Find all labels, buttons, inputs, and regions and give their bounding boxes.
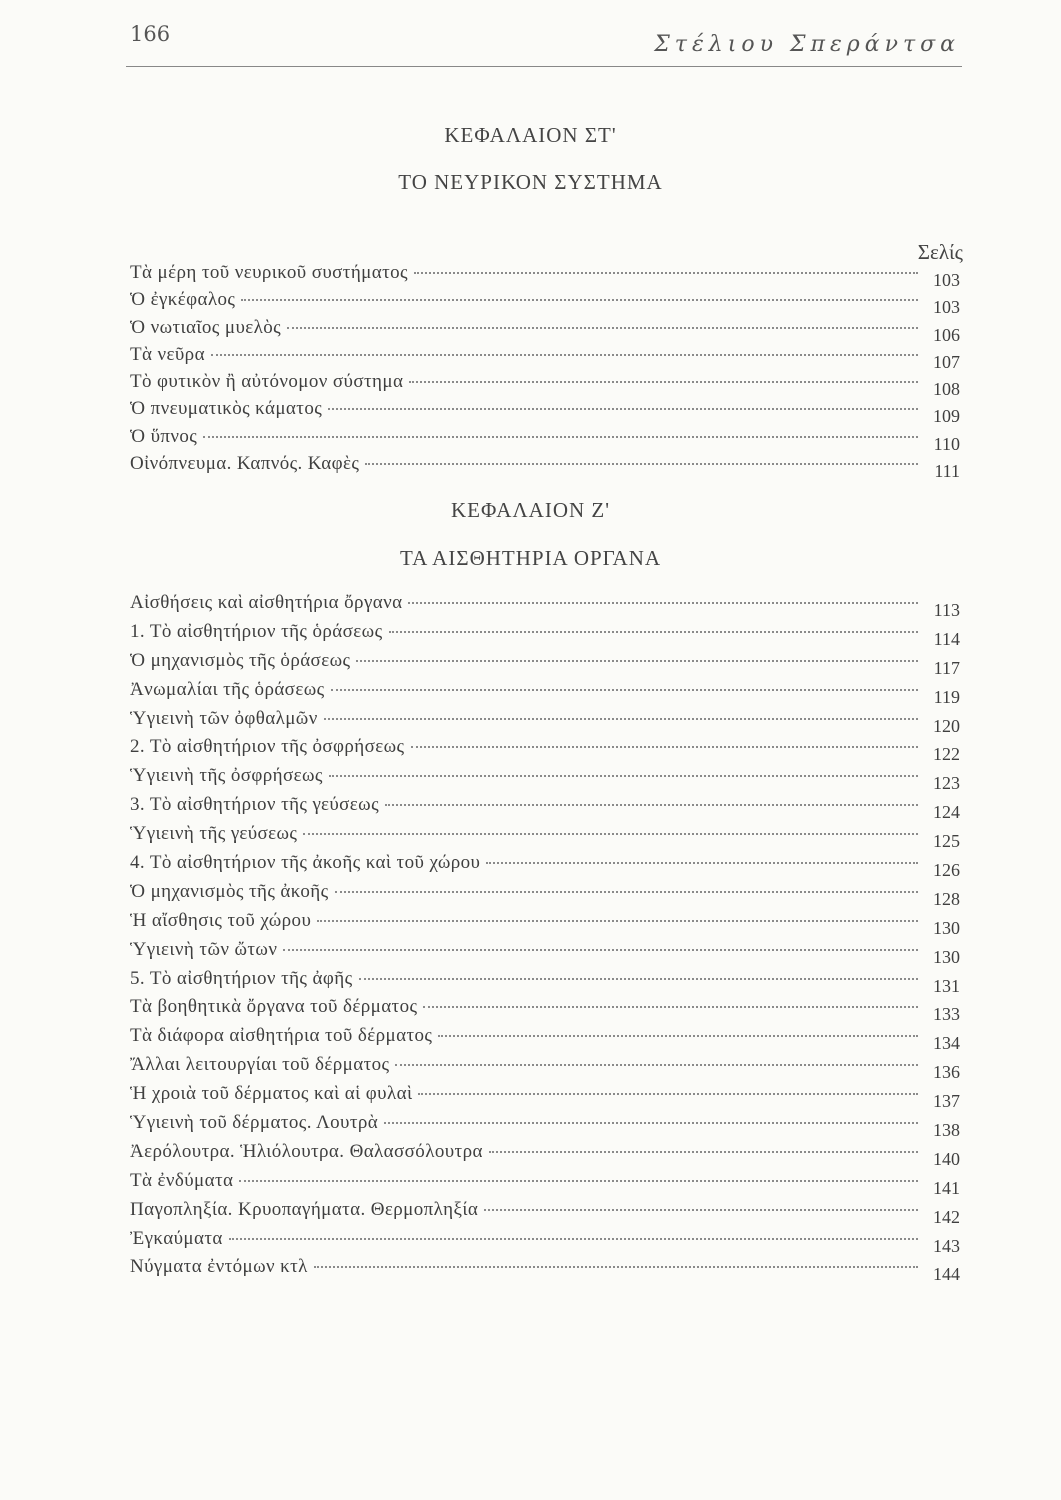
toc-entry-title: Ὑγιεινὴ τῆς ὀσφρήσεως — [130, 765, 323, 787]
dot-leader — [484, 1209, 918, 1211]
toc-entry-title: 2. Τὸ αἰσθητήριον τῆς ὀσφρήσεως — [130, 736, 405, 758]
dot-leader — [365, 463, 918, 465]
toc-entry-page: 103 — [933, 297, 960, 318]
page-number: 166 — [130, 22, 171, 46]
toc-entry — [130, 765, 960, 794]
toc-entry-page: 117 — [933, 657, 960, 678]
toc-entry-page: 109 — [933, 406, 960, 427]
dot-leader — [283, 949, 918, 951]
toc-entry-page: 107 — [933, 351, 960, 372]
toc-entry — [130, 1025, 960, 1054]
dot-leader — [395, 1064, 918, 1066]
toc-entry — [130, 852, 960, 881]
toc-entry — [130, 823, 960, 852]
toc-entry — [130, 679, 960, 708]
toc-entry-title: 1. Τὸ αἰσθητήριον τῆς ὁράσεως — [130, 620, 383, 642]
toc-entry-page: 114 — [933, 628, 960, 649]
toc-entry-title: Ἀερόλουτρα. Ἡλιόλουτρα. Θαλασσόλουτρα — [130, 1140, 483, 1162]
chapter-6-toc — [130, 262, 960, 480]
dot-leader — [303, 833, 918, 835]
toc-entry-title: Αἰσθήσεις καὶ αἰσθητήρια ὄργανα — [130, 592, 403, 613]
dot-leader — [287, 327, 918, 329]
toc-entry-title: Ὁ ἐγκέφαλος — [130, 289, 236, 311]
toc-entry — [130, 453, 960, 480]
toc-entry-page: 140 — [933, 1148, 960, 1169]
toc-entry — [130, 881, 960, 910]
dot-leader — [418, 1093, 918, 1095]
dot-leader — [211, 354, 918, 356]
toc-entry — [130, 1112, 960, 1141]
toc-entry-page: 108 — [933, 379, 960, 400]
toc-entry-page: 133 — [933, 1004, 960, 1025]
toc-entry-page: 113 — [933, 600, 960, 620]
toc-entry-page: 126 — [933, 860, 960, 881]
toc-entry — [130, 1256, 960, 1285]
toc-entry-page: 124 — [933, 802, 960, 823]
toc-entry-title: Τὰ νεῦρα — [130, 343, 205, 365]
toc-entry-page: 103 — [933, 270, 960, 290]
toc-entry-title: Ὑγιεινὴ τοῦ δέρματος. Λουτρὰ — [130, 1112, 379, 1134]
dot-leader — [241, 299, 918, 301]
toc-entry — [130, 1170, 960, 1199]
toc-entry-title: Νύγματα ἐντόμων κτλ — [130, 1256, 308, 1278]
dot-leader — [411, 746, 919, 748]
toc-entry-page: 130 — [933, 917, 960, 938]
toc-entry-page: 111 — [934, 461, 960, 482]
toc-entry-title: 3. Τὸ αἰσθητήριον τῆς γεύσεως — [130, 794, 380, 816]
dot-leader — [489, 1151, 918, 1153]
toc-entry — [130, 650, 960, 679]
toc-entry — [130, 736, 960, 765]
chapter-7-label: ΚΕΦΑΛΑΙΟΝ Ζ' — [450, 498, 611, 522]
toc-entry — [130, 344, 960, 371]
dot-leader — [329, 775, 918, 777]
toc-entry — [130, 371, 960, 398]
dot-leader — [359, 978, 919, 980]
chapter-6-title: ΤΟ ΝΕΥΡΙΚΟΝ ΣΥΣΤΗΜΑ — [398, 170, 663, 194]
page-header — [130, 22, 960, 62]
dot-leader — [324, 718, 918, 720]
dot-leader — [385, 804, 918, 806]
toc-entry-page: 110 — [933, 433, 960, 454]
toc-entry-title: Ἄλλαι λειτουργίαι τοῦ δέρματος — [130, 1054, 390, 1076]
toc-entry — [130, 996, 960, 1025]
toc-entry-title: 4. Τὸ αἰσθητήριον τῆς ἀκοῆς καὶ τοῦ χώρου — [130, 852, 481, 874]
toc-entry-page: 128 — [933, 888, 960, 909]
toc-entry-title: Ἡ αἴσθησις τοῦ χώρου — [130, 909, 312, 931]
toc-entry — [130, 398, 960, 425]
toc-entry — [130, 317, 960, 344]
toc-entry-title: Ἡ χροιὰ τοῦ δέρματος καὶ αἱ φυλαὶ — [130, 1083, 413, 1105]
toc-entry — [130, 1141, 960, 1170]
toc-entry-title: Τὸ φυτικὸν ἢ αὐτόνομον σύστημα — [130, 371, 404, 393]
dot-leader — [314, 1266, 918, 1268]
dot-leader — [414, 272, 918, 274]
dot-leader — [384, 1122, 918, 1124]
toc-entry — [130, 794, 960, 823]
toc-entry-page: 130 — [933, 946, 960, 967]
dot-leader — [203, 436, 918, 438]
toc-entry — [130, 621, 960, 650]
toc-entry-title: Ὁ μηχανισμὸς τῆς ἀκοῆς — [130, 880, 329, 902]
toc-entry — [130, 1199, 960, 1228]
toc-entry-page: 141 — [933, 1177, 960, 1198]
toc-entry-page: 142 — [933, 1206, 960, 1227]
toc-entry — [130, 939, 960, 968]
dot-leader — [356, 660, 918, 662]
toc-entry-page: 131 — [933, 975, 960, 996]
dot-leader — [408, 602, 918, 604]
toc-entry-page: 106 — [933, 324, 960, 345]
dot-leader — [423, 1006, 918, 1008]
toc-entry-page: 119 — [933, 686, 960, 707]
pages-column-label: Σελίς — [917, 240, 963, 264]
chapter-6-label: ΚΕΦΑΛΑΙΟΝ ΣΤ' — [444, 123, 617, 147]
toc-entry — [130, 708, 960, 737]
toc-entry-title: Οἰνόπνευμα. Καπνός. Καφὲς — [130, 453, 360, 475]
toc-entry — [130, 262, 960, 289]
toc-entry-page: 123 — [933, 773, 960, 794]
toc-entry-title: Ὁ μηχανισμὸς τῆς ὁράσεως — [130, 649, 351, 671]
toc-entry-title: Ἀνωμαλίαι τῆς ὁράσεως — [130, 678, 325, 700]
toc-entry-page: 122 — [933, 744, 960, 765]
toc-entry — [130, 426, 960, 453]
dot-leader — [328, 408, 918, 410]
toc-entry-page: 144 — [933, 1264, 960, 1285]
toc-entry-page: 134 — [933, 1033, 960, 1054]
dot-leader — [486, 862, 918, 864]
toc-entry-page: 125 — [933, 831, 960, 852]
toc-entry — [130, 1228, 960, 1257]
toc-entry-title: Ὑγιεινὴ τῶν ὀφθαλμῶν — [130, 707, 318, 729]
dot-leader — [331, 689, 918, 691]
toc-entry-title: 5. Τὸ αἰσθητήριον τῆς ἀφῆς — [130, 967, 353, 989]
toc-entry — [130, 1083, 960, 1112]
toc-entry-page: 143 — [933, 1235, 960, 1256]
toc-entry-page: 136 — [933, 1062, 960, 1083]
toc-entry-title: Τὰ διάφορα αἰσθητήρια τοῦ δέρματος — [130, 1025, 433, 1047]
dot-leader — [335, 891, 919, 893]
toc-entry-title: Τὰ μέρη τοῦ νευρικοῦ συστήματος — [130, 262, 408, 283]
chapter-7-toc — [130, 592, 960, 1285]
toc-entry-title: Ὑγιεινὴ τῶν ὤτων — [130, 938, 278, 960]
dot-leader — [229, 1238, 918, 1240]
toc-entry-title: Ὁ νωτιαῖος μυελὸς — [130, 316, 282, 338]
dot-leader — [409, 381, 918, 383]
toc-entry-title: Παγοπληξία. Κρυοπαγήματα. Θερμοπληξία — [130, 1198, 479, 1220]
dot-leader — [389, 631, 919, 633]
toc-entry — [130, 592, 960, 621]
dot-leader — [438, 1035, 918, 1037]
toc-entry-page: 138 — [933, 1120, 960, 1141]
toc-entry-title: Ὁ πνευματικὸς κάματος — [130, 398, 323, 420]
toc-entry — [130, 968, 960, 997]
dot-leader — [317, 920, 918, 922]
toc-entry-title: Ἐγκαύματα — [130, 1227, 223, 1249]
toc-entry-page: 137 — [933, 1091, 960, 1112]
toc-entry-title: Τὰ ἐνδύματα — [130, 1169, 234, 1191]
toc-entry — [130, 910, 960, 939]
toc-entry-title: Τὰ βοηθητικὰ ὄργανα τοῦ δέρματος — [130, 996, 418, 1018]
toc-entry — [130, 289, 960, 316]
chapter-7-title: ΤΑ ΑΙΣΘΗΤΗΡΙΑ ΟΡΓΑΝΑ — [399, 546, 662, 570]
running-title: Στέλιου Σπεράντσα — [654, 32, 960, 57]
header-rule — [126, 66, 962, 67]
dot-leader — [239, 1180, 918, 1182]
toc-entry — [130, 1054, 960, 1083]
toc-entry-title: Ὑγιεινὴ τῆς γεύσεως — [130, 823, 298, 845]
toc-entry-title: Ὁ ὕπνος — [130, 425, 198, 447]
toc-entry-page: 120 — [933, 715, 960, 736]
